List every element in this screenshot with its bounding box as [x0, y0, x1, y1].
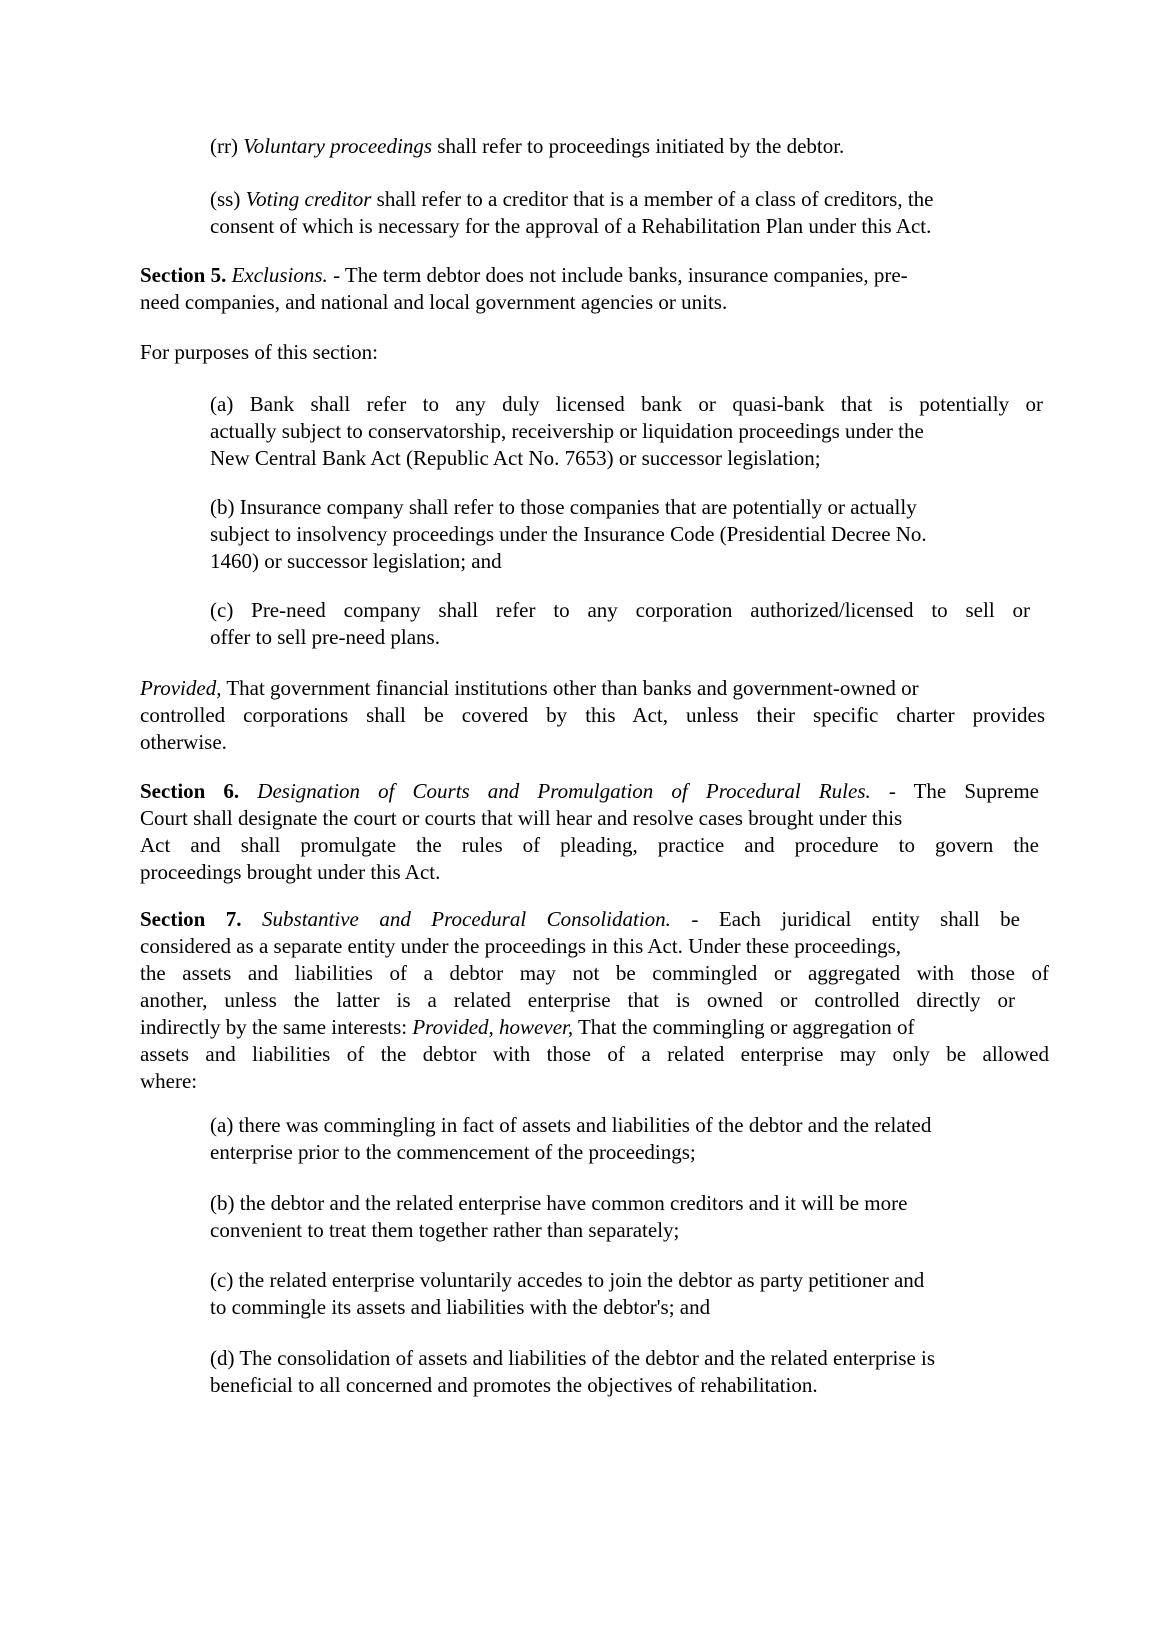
- section-5-item-c: [210, 597, 1030, 651]
- section-7-item-d-line2: beneficial to all concerned and promotes the objectives of rehabilitation.: [210, 1373, 818, 1397]
- section-7-proviso-lead: Provided, however,: [412, 1015, 574, 1039]
- section-7-line7: where:: [140, 1069, 198, 1093]
- section-7-item-c: [210, 1267, 1050, 1321]
- section-5-item-c-line2: offer to sell pre-need plans.: [210, 625, 440, 649]
- definition-rr: [210, 133, 1050, 160]
- section-6-line1: - The Supreme: [870, 779, 1039, 803]
- section-5-heading-paragraph: [140, 262, 1050, 316]
- section-7-label: Section 7.: [140, 907, 242, 931]
- section-7-line5-start: indirectly by the same interests:: [140, 1015, 413, 1039]
- section-7-item-b-line2: convenient to treat them together rather than separately;: [210, 1218, 680, 1242]
- section-5-item-a-line2: actually subject to conservatorship, receivership or liquidation proceedings under the: [210, 419, 924, 443]
- definition-rr-text: shall refer to proceedings initiated by the debtor.: [432, 134, 845, 158]
- section-5-item-b-line2: subject to insolvency proceedings under the Insurance Code (Presidential Decree No.: [210, 522, 927, 546]
- definition-rr-term: Voluntary proceedings: [243, 134, 433, 158]
- section-7-item-b-line1: (b) the debtor and the related enterprise have common creditors and it will be more: [210, 1191, 908, 1215]
- section-5-proviso-lead: Provided,: [140, 676, 222, 700]
- section-6-line4: proceedings brought under this Act.: [140, 860, 441, 884]
- definition-ss-term: Voting creditor: [245, 187, 372, 211]
- section-5-label: Section 5.: [140, 263, 227, 287]
- section-5-line2: need companies, and national and local government agencies or units.: [140, 290, 728, 314]
- section-7-line2: considered as a separate entity under the proceedings in this Act. Under these proceedings,: [140, 934, 901, 958]
- section-7-line3: the assets and liabilities of a debtor may not be commingled or aggregated with those of: [140, 961, 1049, 985]
- section-5-item-a-line3: New Central Bank Act (Republic Act No. 7653) or successor legislation;: [210, 446, 821, 470]
- section-7-item-a: [210, 1112, 1050, 1166]
- section-5-item-b: [210, 494, 1050, 575]
- section-6-line2: Court shall designate the court or courts that will hear and resolve cases brought under this: [140, 806, 903, 830]
- section-5-item-c-line1: (c) Pre-need company shall refer to any corporation authorized/licensed to sell or: [210, 598, 1030, 622]
- section-5-proviso-line3: otherwise.: [140, 730, 227, 754]
- definition-rr-marker: (rr): [210, 134, 244, 158]
- section-6-title: Designation of Courts and Promulgation of Procedural Rules.: [257, 779, 871, 803]
- section-5-title: Exclusions.: [231, 263, 328, 287]
- section-5-item-a-line1: (a) Bank shall refer to any duly licensed bank or quasi-bank that is potentially or: [210, 392, 1043, 416]
- section-5-proviso-line2: controlled corporations shall be covered by this Act, unless their specific charter provides: [140, 703, 1045, 727]
- section-7-item-d: [210, 1345, 1050, 1399]
- section-7-line6: assets and liabilities of the debtor with those of a related enterprise may only be allowed: [140, 1042, 1049, 1066]
- section-7-item-c-line1: (c) the related enterprise voluntarily accedes to join the debtor as party petitioner and: [210, 1268, 925, 1292]
- section-5-proviso: [140, 675, 1045, 756]
- section-5-item-b-line1: (b) Insurance company shall refer to those companies that are potentially or actually: [210, 495, 917, 519]
- section-6-label: Section 6.: [140, 779, 240, 803]
- section-5-item-a: [210, 391, 1043, 472]
- section-5-line1: - The term debtor does not include banks, insurance companies, pre-: [327, 263, 908, 287]
- section-5-item-b-line3: 1460) or successor legislation; and: [210, 549, 502, 573]
- definition-ss-marker: (ss): [210, 187, 246, 211]
- section-7-paragraph: [140, 906, 1049, 1095]
- section-7-item-b: [210, 1190, 1050, 1244]
- section-7-item-d-line1: (d) The consolidation of assets and liabilities of the debtor and the related enterprise is: [210, 1346, 936, 1370]
- definition-ss: [210, 186, 1050, 240]
- definition-ss-line2: consent of which is necessary for the approval of a Rehabilitation Plan under this Act.: [210, 214, 932, 238]
- section-5-proviso-line1: That government financial institutions other than banks and government-owned or: [221, 676, 919, 700]
- section-7-item-a-line2: enterprise prior to the commencement of the proceedings;: [210, 1140, 696, 1164]
- section-6-paragraph: [140, 778, 1039, 886]
- section-7-line1: - Each juridical entity shall be: [670, 907, 1021, 931]
- definition-ss-line1: shall refer to a creditor that is a member of a class of creditors, the: [371, 187, 934, 211]
- section-7-line4: another, unless the latter is a related enterprise that is owned or controlled directly or: [140, 988, 1015, 1012]
- section-7-item-c-line2: to commingle its assets and liabilities with the debtor's; and: [210, 1295, 711, 1319]
- section-5-purposes: [140, 339, 1050, 366]
- section-7-line5-end: That the commingling or aggregation of: [573, 1015, 915, 1039]
- section-6-line3: Act and shall promulgate the rules of pleading, practice and procedure to govern the: [140, 833, 1039, 857]
- section-5-purposes-text: For purposes of this section:: [140, 340, 378, 364]
- section-7-item-a-line1: (a) there was commingling in fact of assets and liabilities of the debtor and the related: [210, 1113, 932, 1137]
- section-7-title: Substantive and Procedural Consolidation.: [262, 907, 671, 931]
